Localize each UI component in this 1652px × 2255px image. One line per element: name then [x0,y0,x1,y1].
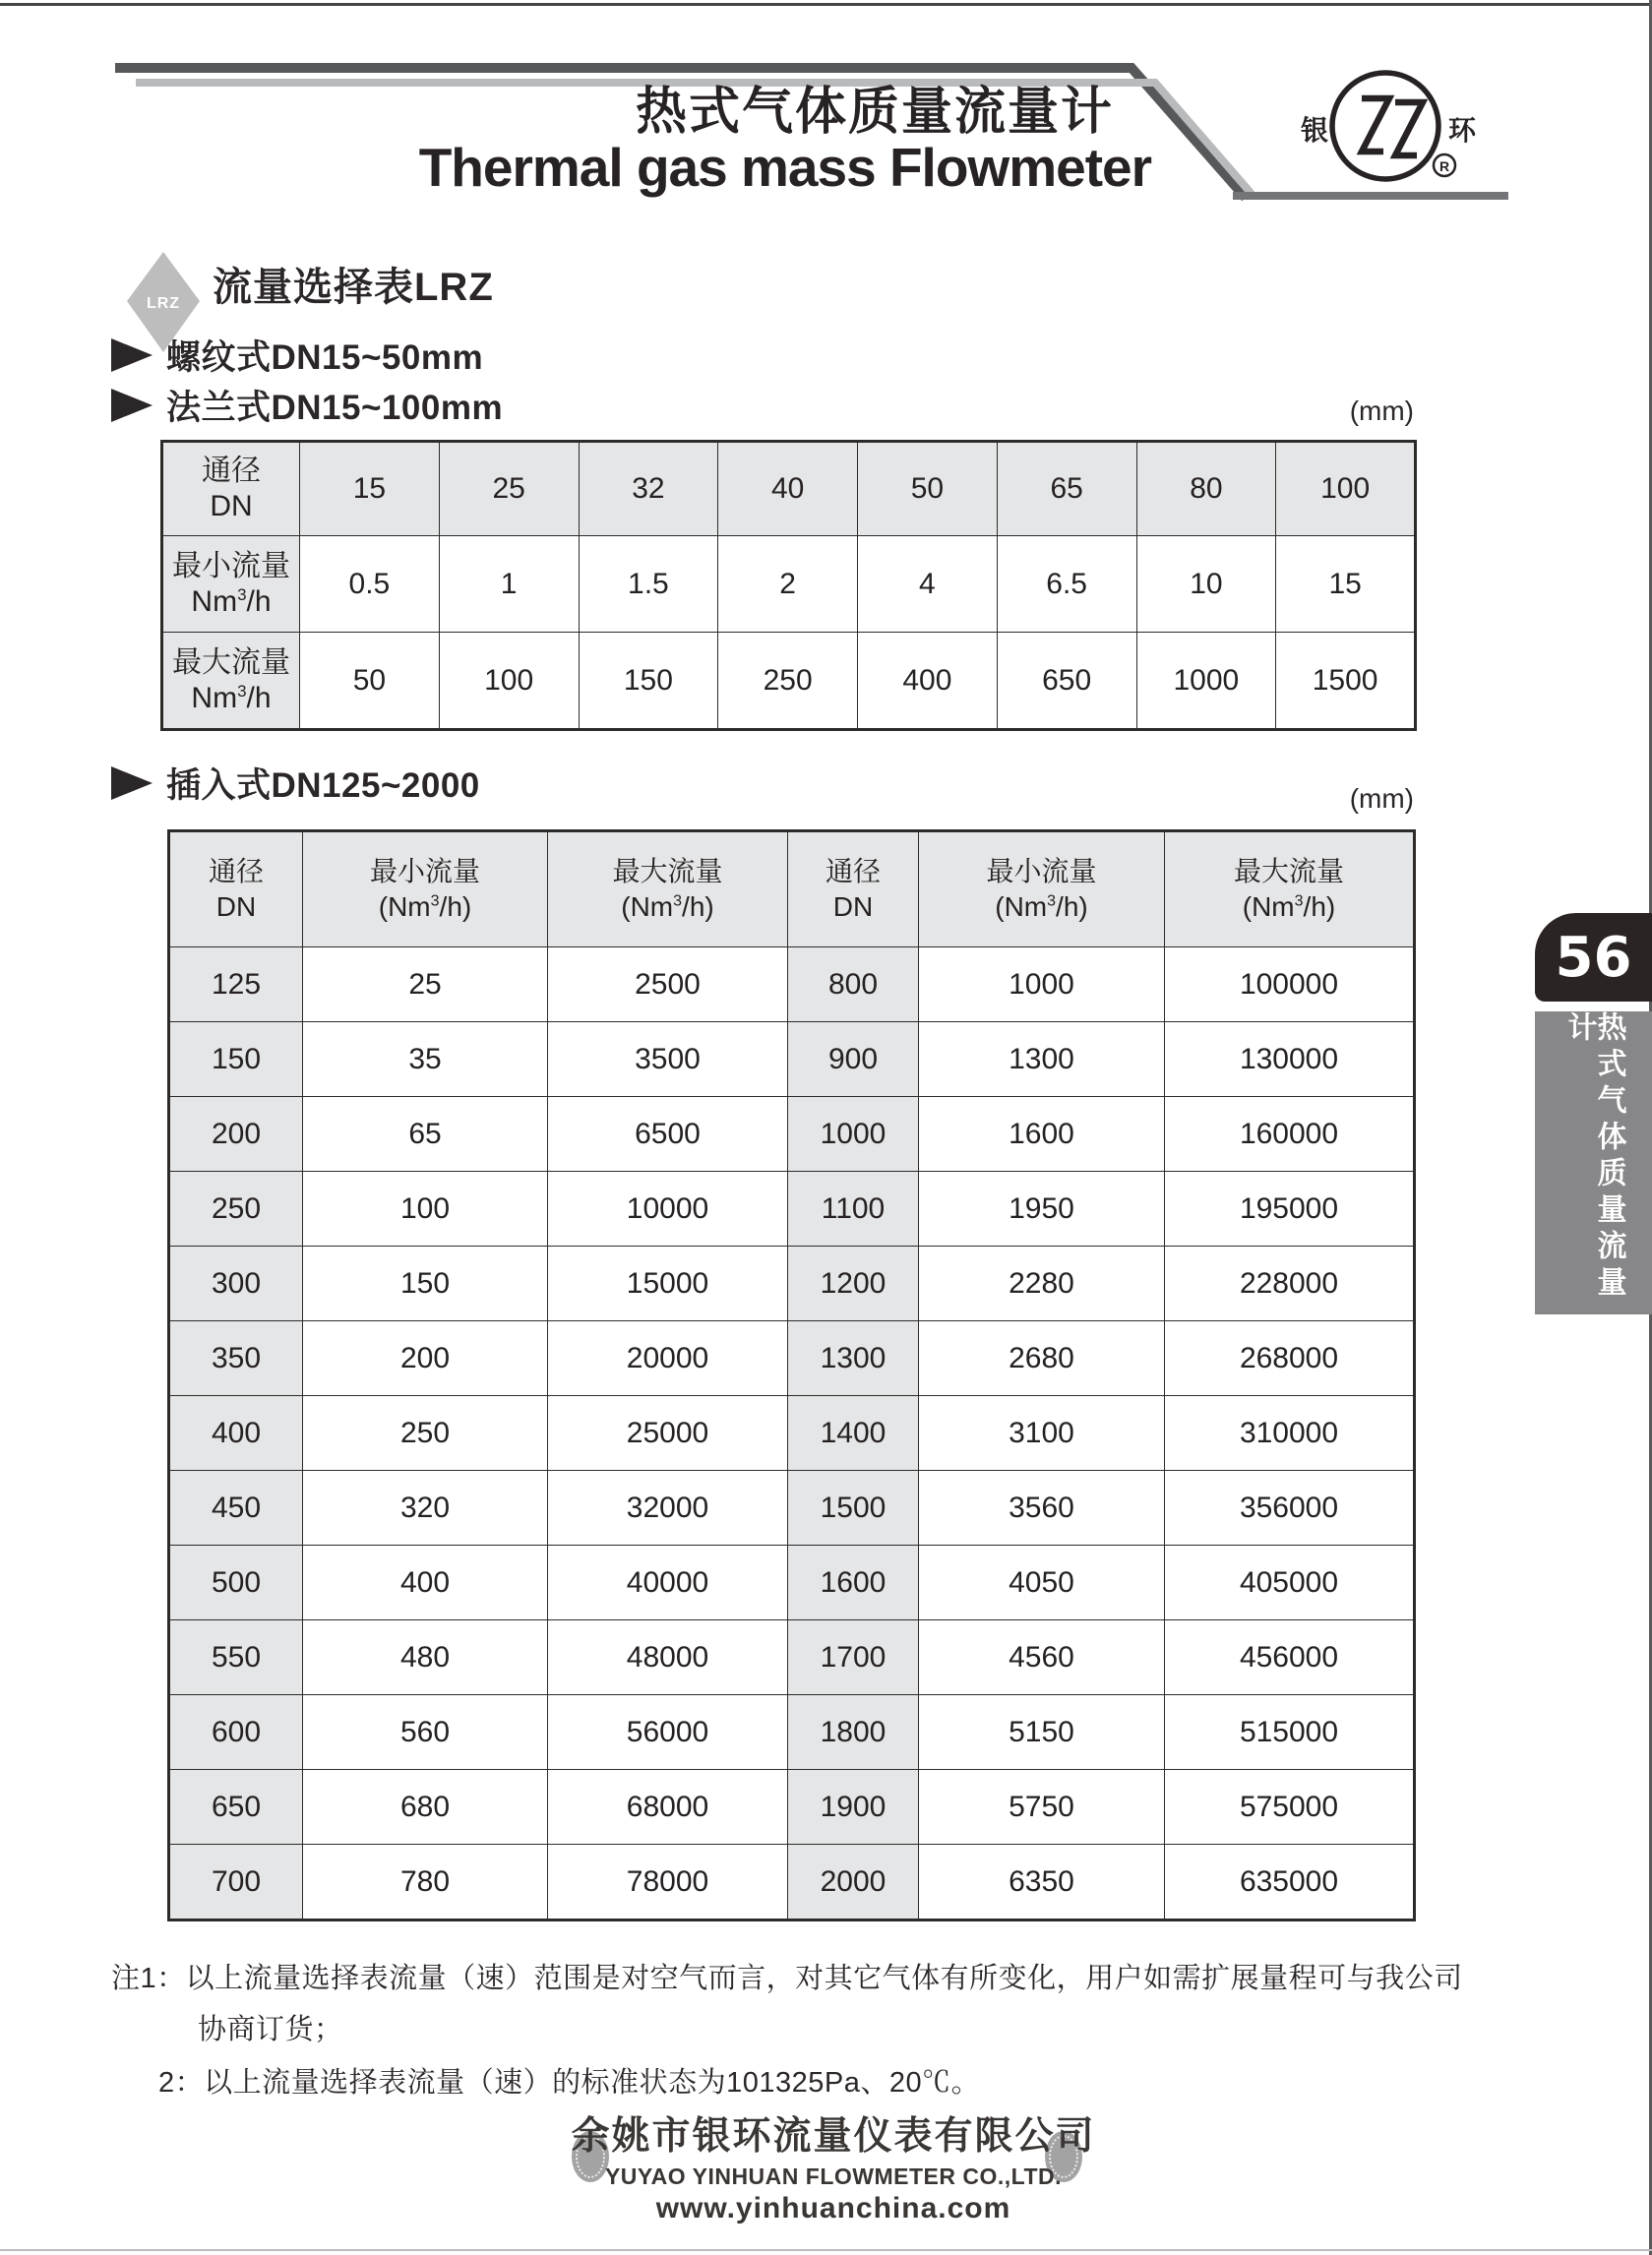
table-cell: 最小流量 (Nm$^3$/h) [303,831,548,947]
table-cell: 680 [303,1770,548,1845]
table-cell: 160000 [1165,1097,1415,1172]
bullet-insertion [111,763,480,803]
table-row [169,1620,1415,1695]
table-cell: 1950 [919,1172,1165,1247]
flow-table-insertion [167,829,1416,1921]
table-cell: 1000 [1136,633,1276,730]
arrow-right-icon [111,389,153,422]
table-cell: 100 [1276,442,1416,536]
table-cell: 1400 [788,1396,919,1471]
unit-note-table2: (mm) [1349,783,1414,814]
table-cell: 400 [303,1546,548,1620]
table-cell: 700 [169,1845,303,1920]
table-cell: 3560 [919,1471,1165,1546]
table-cell: 1600 [919,1097,1165,1172]
table-cell: 150 [169,1022,303,1097]
table-cell: 4560 [919,1620,1165,1695]
bullet-insertion-label: 插入式DN125~2000 [166,766,480,805]
table-cell: 150 [579,633,718,730]
table-row [169,1172,1415,1247]
table-cell: 1700 [788,1620,919,1695]
table-cell: 1800 [788,1695,919,1770]
yinhuan-logo-icon [1279,57,1535,200]
table-cell: 456000 [1165,1620,1415,1695]
table-cell: 56000 [548,1695,788,1770]
registered-mark-icon: R [1438,158,1450,174]
table-row [169,947,1415,1022]
table-cell: 268000 [1165,1321,1415,1396]
logo-left-char: 银 [1301,115,1329,146]
table-cell: 780 [303,1845,548,1920]
table-cell: 32000 [548,1471,788,1546]
table-cell: 400 [169,1396,303,1471]
table-cell: 100 [303,1172,548,1247]
table-cell: 15 [1276,536,1416,633]
table-cell: 通径 DN [788,831,919,947]
table-cell: 6500 [548,1097,788,1172]
table-cell: 1 [439,536,579,633]
table-cell: 3500 [548,1022,788,1097]
table-cell: 1300 [788,1321,919,1396]
table-cell: 25 [439,442,579,536]
table-cell: 100 [439,633,579,730]
company-name-zh: 余姚市银环流量仪表有限公司 [571,2113,1096,2159]
logo-right-char: 环 [1448,115,1477,146]
table-cell: 650 [169,1770,303,1845]
table-cell: 最大流量 Nm$^3$/h [162,633,300,730]
table-cell: 130000 [1165,1022,1415,1097]
table-cell: 0.5 [300,536,440,633]
table-cell: 最大流量 (Nm$^3$/h) [548,831,788,947]
company-name-en: YUYAO YINHUAN FLOWMETER CO.,LTD. [604,2164,1063,2189]
table-cell: 3100 [919,1396,1165,1471]
table-cell: 1900 [788,1770,919,1845]
table-cell: 1000 [919,947,1165,1022]
table-row [169,1471,1415,1546]
table-cell: 68000 [548,1770,788,1845]
table-cell: 560 [303,1695,548,1770]
table-cell: 635000 [1165,1845,1415,1920]
table-cell: 2 [718,536,858,633]
table-cell: 80 [1136,442,1276,536]
table-cell: 1500 [1276,633,1416,730]
table-cell: 515000 [1165,1695,1415,1770]
table-cell: 600 [169,1695,303,1770]
table-cell: 100000 [1165,947,1415,1022]
table-cell: 40 [718,442,858,536]
table-row [169,1097,1415,1172]
table-cell: 5150 [919,1695,1165,1770]
table-cell: 最大流量 (Nm$^3$/h) [1165,831,1415,947]
bullet-flanged [111,386,503,425]
chapter-side-tab: 热式气体质量流量计 [1535,1011,1652,1314]
table-cell: 195000 [1165,1172,1415,1247]
table-cell: 405000 [1165,1546,1415,1620]
table-cell: 15000 [548,1247,788,1321]
flow-table-small-dn [160,440,1417,731]
bullet-threaded-label: 螺纹式DN15~50mm [166,338,484,377]
arrow-right-icon [111,766,153,800]
svg-text:LRZ: LRZ [146,295,181,312]
table-cell: 10000 [548,1172,788,1247]
table-cell: 550 [169,1620,303,1695]
table-row [169,1546,1415,1620]
table-cell: 200 [303,1321,548,1396]
table-cell: 32 [579,442,718,536]
table-cell: 650 [997,633,1136,730]
table-cell: 800 [788,947,919,1022]
table-cell: 1200 [788,1247,919,1321]
table-cell: 35 [303,1022,548,1097]
table-cell: 320 [303,1471,548,1546]
table-row [169,1396,1415,1471]
table-cell: 78000 [548,1845,788,1920]
table-cell: 1.5 [579,536,718,633]
bullet-threaded [111,335,483,375]
table-cell: 1000 [788,1097,919,1172]
table-cell: 最小流量 Nm$^3$/h [162,536,300,633]
table-cell: 250 [718,633,858,730]
table-cell: 2000 [788,1845,919,1920]
table-cell: 1500 [788,1471,919,1546]
page-title-en: Thermal gas mass Flowmeter [418,137,1151,198]
table-row [169,1695,1415,1770]
table-cell: 6350 [919,1845,1165,1920]
table-cell: 480 [303,1620,548,1695]
table-cell: 450 [169,1471,303,1546]
footer [433,2105,1234,2225]
table-cell: 50 [300,633,440,730]
table-cell: 4 [858,536,998,633]
table-cell: 1100 [788,1172,919,1247]
table-cell: 310000 [1165,1396,1415,1471]
table-cell: 250 [303,1396,548,1471]
table-cell: 6.5 [997,536,1136,633]
table-cell: 2500 [548,947,788,1022]
table-cell: 900 [788,1022,919,1097]
table-cell: 356000 [1165,1471,1415,1546]
table-cell: 25000 [548,1396,788,1471]
table-cell: 2280 [919,1247,1165,1321]
company-website: www.yinhuanchina.com [655,2192,1011,2225]
table-row [169,1770,1415,1845]
table-cell: 通径 DN [162,442,300,536]
table-cell: 228000 [1165,1247,1415,1321]
note-line-1: 注1：以上流量选择表流量（速）范围是对空气而言，对其它气体有所变化，用户如需扩展量程可与我公司 [111,1963,1463,1994]
table-row [169,1321,1415,1396]
table-cell: 65 [303,1097,548,1172]
table-cell: 65 [997,442,1136,536]
table-cell: 48000 [548,1620,788,1695]
page-number-badge: 56 [1535,913,1652,1002]
table-cell: 20000 [548,1321,788,1396]
table-cell: 40000 [548,1546,788,1620]
table-cell: 125 [169,947,303,1022]
table-cell: 最小流量 (Nm$^3$/h) [919,831,1165,947]
table-row [169,1845,1415,1920]
page-title-zh: 热式气体质量流量计 [635,84,1114,141]
bullet-flanged-label: 法兰式DN15~100mm [166,389,504,427]
table-cell: 10 [1136,536,1276,633]
table-cell: 25 [303,947,548,1022]
arrow-right-icon [111,338,153,372]
table-cell: 5750 [919,1770,1165,1845]
table-cell: 1300 [919,1022,1165,1097]
table-cell: 500 [169,1546,303,1620]
page-border-bottom [0,2249,1652,2251]
table-cell: 通径 DN [169,831,303,947]
table-cell: 50 [858,442,998,536]
table-row [169,1247,1415,1321]
unit-note-table1: (mm) [1349,396,1414,426]
table-cell: 150 [303,1247,548,1321]
note-line-2: 协商订货； [198,2014,343,2045]
section-title: 流量选择表LRZ [213,266,494,309]
table-cell: 15 [300,442,440,536]
table-cell: 300 [169,1247,303,1321]
table-cell: 200 [169,1097,303,1172]
table-row [169,1022,1415,1097]
table-cell: 2680 [919,1321,1165,1396]
table-cell: 1600 [788,1546,919,1620]
table-cell: 4050 [919,1546,1165,1620]
table-cell: 575000 [1165,1770,1415,1845]
note-line-3: 2：以上流量选择表流量（速）的标准状态为101325Pa、20℃。 [158,2067,981,2099]
table-cell: 250 [169,1172,303,1247]
table-cell: 400 [858,633,998,730]
table-cell: 350 [169,1321,303,1396]
